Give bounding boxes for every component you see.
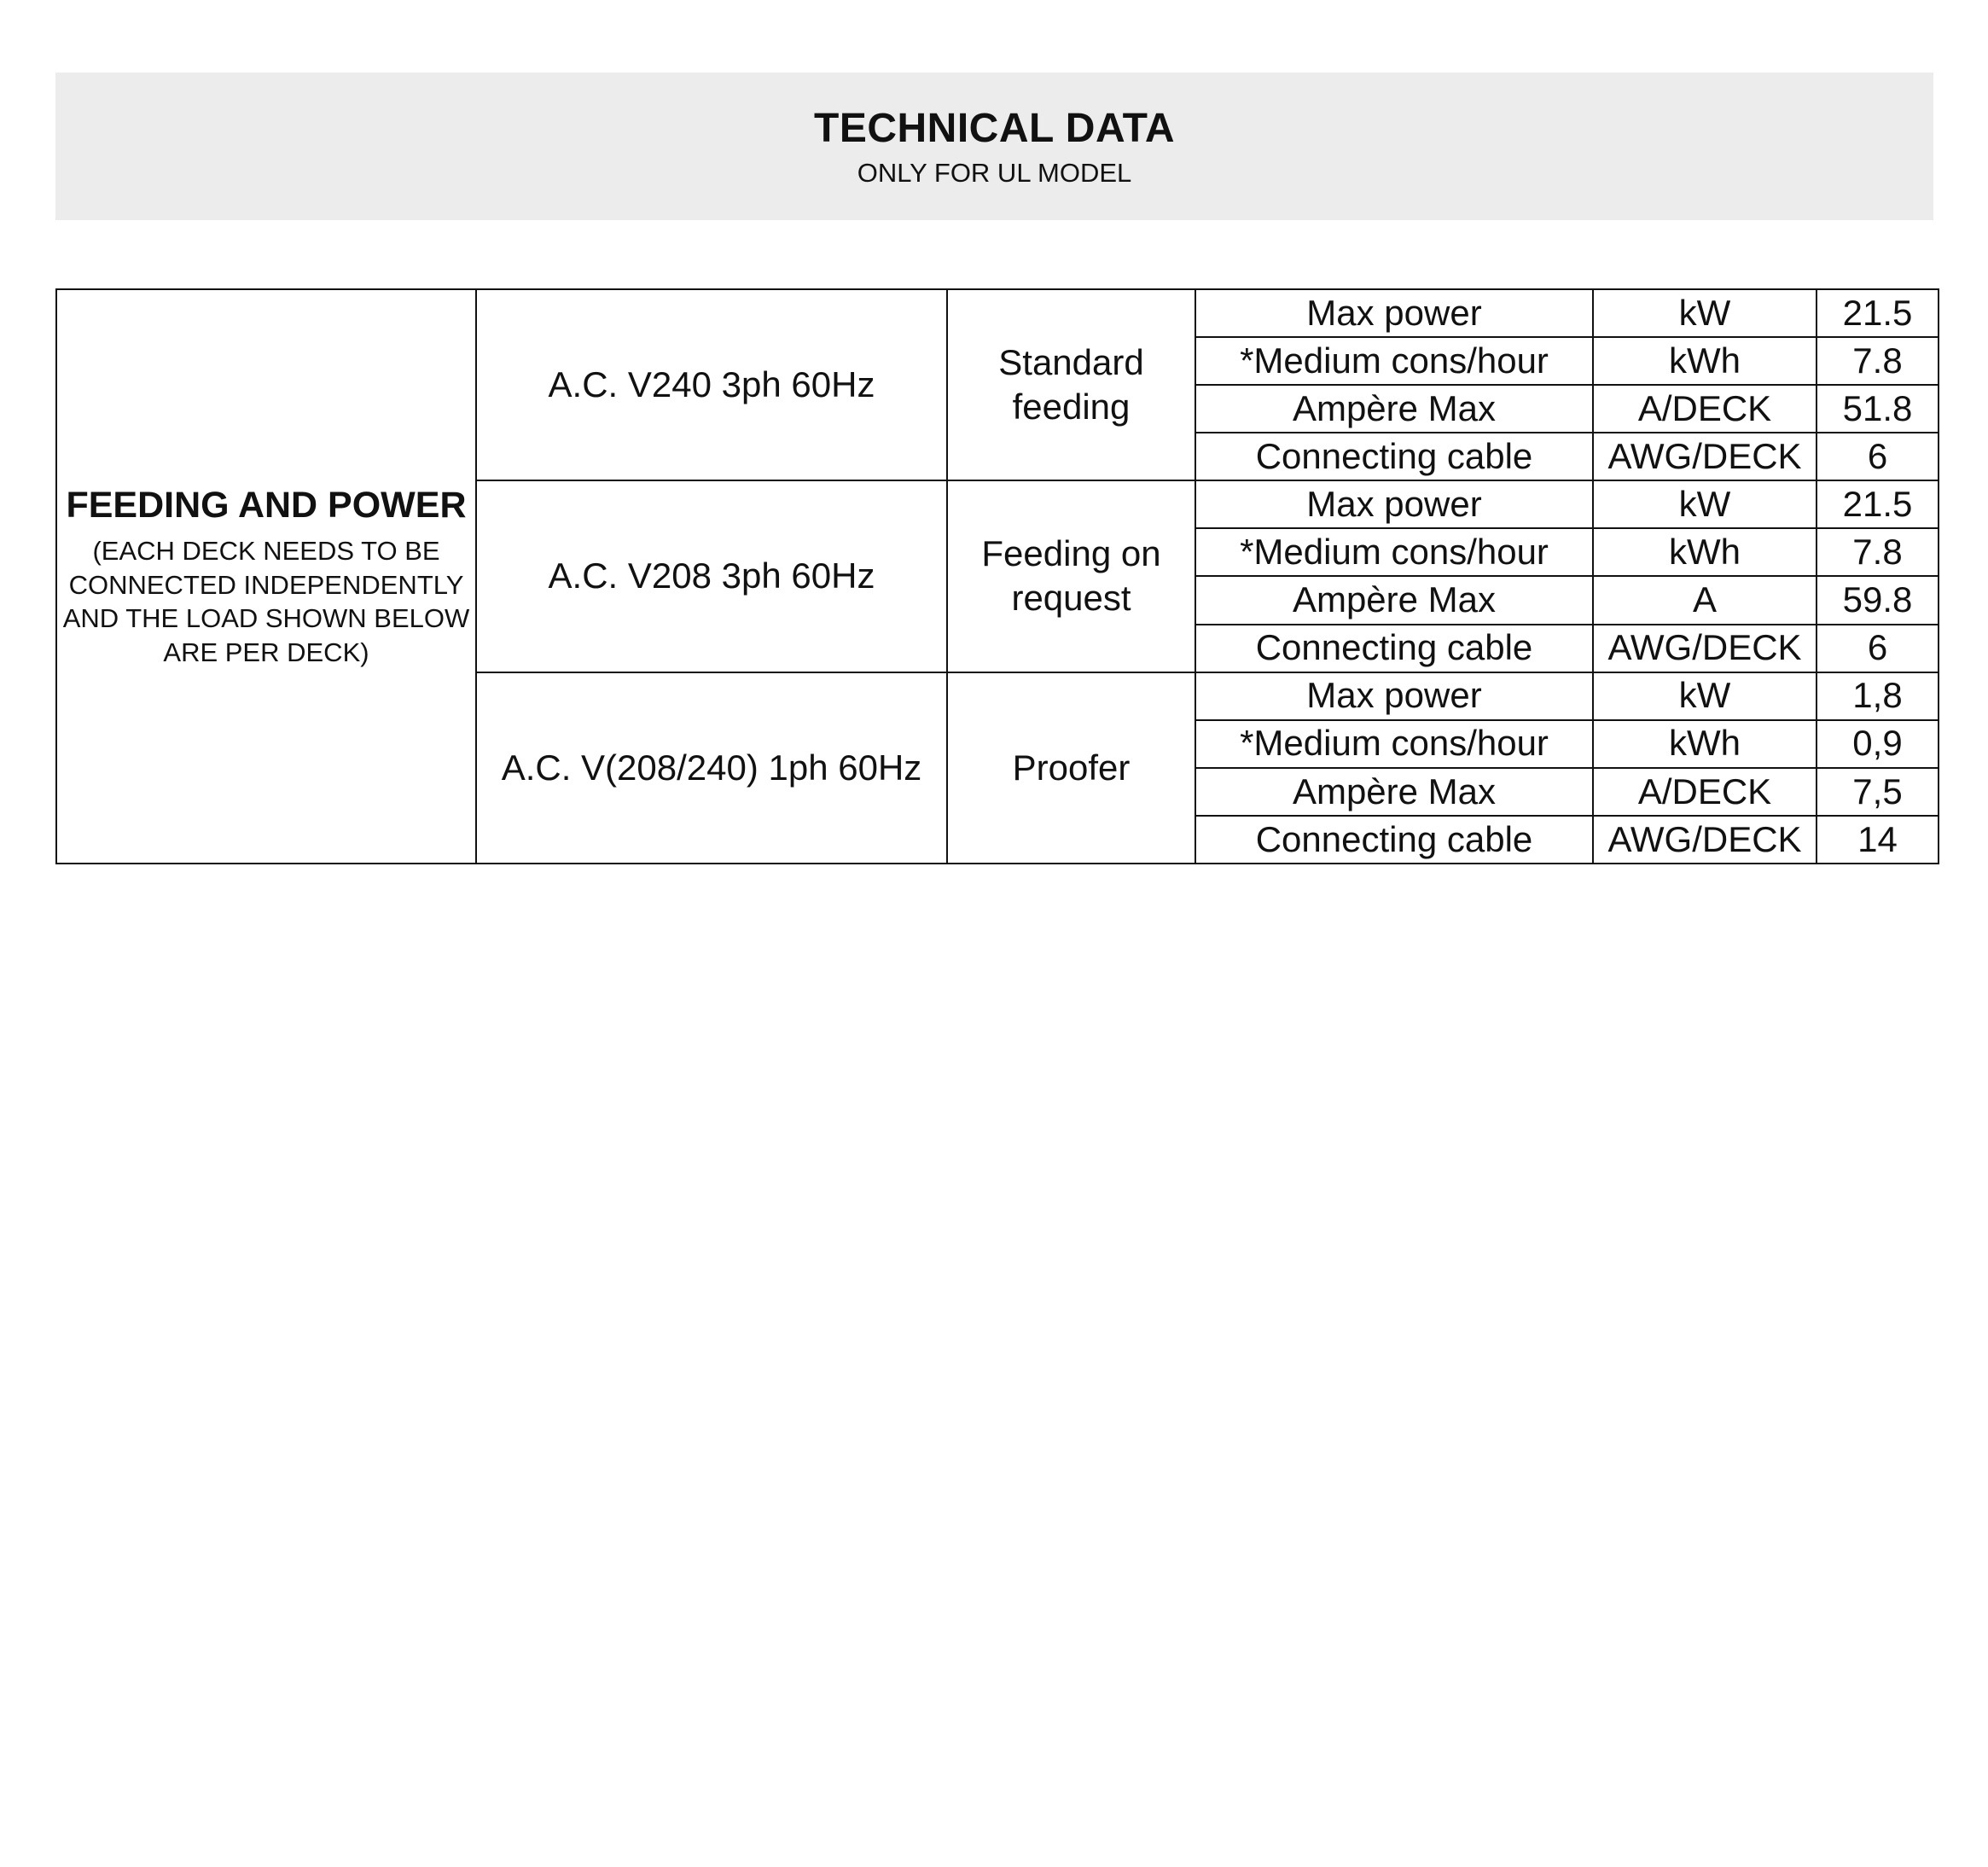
- page-title: TECHNICAL DATA: [814, 106, 1175, 151]
- param-unit: AWG/DECK: [1593, 816, 1817, 864]
- param-label: *Medium cons/hour: [1195, 337, 1593, 385]
- param-value: 1,8: [1817, 672, 1939, 720]
- technical-data-table: [55, 288, 1939, 864]
- param-value: 0,9: [1817, 720, 1939, 768]
- param-unit: A/DECK: [1593, 385, 1817, 433]
- param-value: 7,5: [1817, 768, 1939, 816]
- param-label: Max power: [1195, 672, 1593, 720]
- param-label: Max power: [1195, 289, 1593, 337]
- param-value: 6: [1817, 433, 1939, 480]
- param-label: Ampère Max: [1195, 576, 1593, 624]
- param-value: 59.8: [1817, 576, 1939, 624]
- param-unit: kW: [1593, 672, 1817, 720]
- param-unit: kW: [1593, 289, 1817, 337]
- param-label: Connecting cable: [1195, 816, 1593, 864]
- section-note: (EACH DECK NEEDS TO BE CONNECTED INDEPENDENTLY AND THE LOAD SHOWN BELOW ARE PER DECK): [62, 536, 470, 668]
- param-label: Connecting cable: [1195, 433, 1593, 480]
- param-label: *Medium cons/hour: [1195, 720, 1593, 768]
- param-unit: kWh: [1593, 337, 1817, 385]
- supply-cell: A.C. V208 3ph 60Hz: [476, 480, 947, 672]
- param-value: 21.5: [1817, 289, 1939, 337]
- param-unit: A/DECK: [1593, 768, 1817, 816]
- feeding-cell: Standard feeding: [947, 289, 1195, 480]
- table-row: [56, 289, 1939, 337]
- param-label: Connecting cable: [1195, 625, 1593, 672]
- section-title: FEEDING AND POWER: [66, 485, 467, 526]
- feeding-cell: Proofer: [947, 672, 1195, 864]
- param-unit: kWh: [1593, 528, 1817, 576]
- header-band: [55, 73, 1933, 220]
- param-label: Ampère Max: [1195, 768, 1593, 816]
- param-label: *Medium cons/hour: [1195, 528, 1593, 576]
- param-label: Ampère Max: [1195, 385, 1593, 433]
- feeding-power-cell: [56, 289, 476, 864]
- param-unit: AWG/DECK: [1593, 433, 1817, 480]
- param-unit: A: [1593, 576, 1817, 624]
- param-unit: AWG/DECK: [1593, 625, 1817, 672]
- feeding-cell: Feeding on request: [947, 480, 1195, 672]
- param-unit: kWh: [1593, 720, 1817, 768]
- param-value: 7.8: [1817, 337, 1939, 385]
- param-unit: kW: [1593, 480, 1817, 528]
- supply-cell: A.C. V(208/240) 1ph 60Hz: [476, 672, 947, 864]
- param-value: 6: [1817, 625, 1939, 672]
- param-label: Max power: [1195, 480, 1593, 528]
- supply-cell: A.C. V240 3ph 60Hz: [476, 289, 947, 480]
- param-value: 7.8: [1817, 528, 1939, 576]
- param-value: 51.8: [1817, 385, 1939, 433]
- page-subtitle: ONLY FOR UL MODEL: [857, 158, 1132, 188]
- param-value: 14: [1817, 816, 1939, 864]
- param-value: 21.5: [1817, 480, 1939, 528]
